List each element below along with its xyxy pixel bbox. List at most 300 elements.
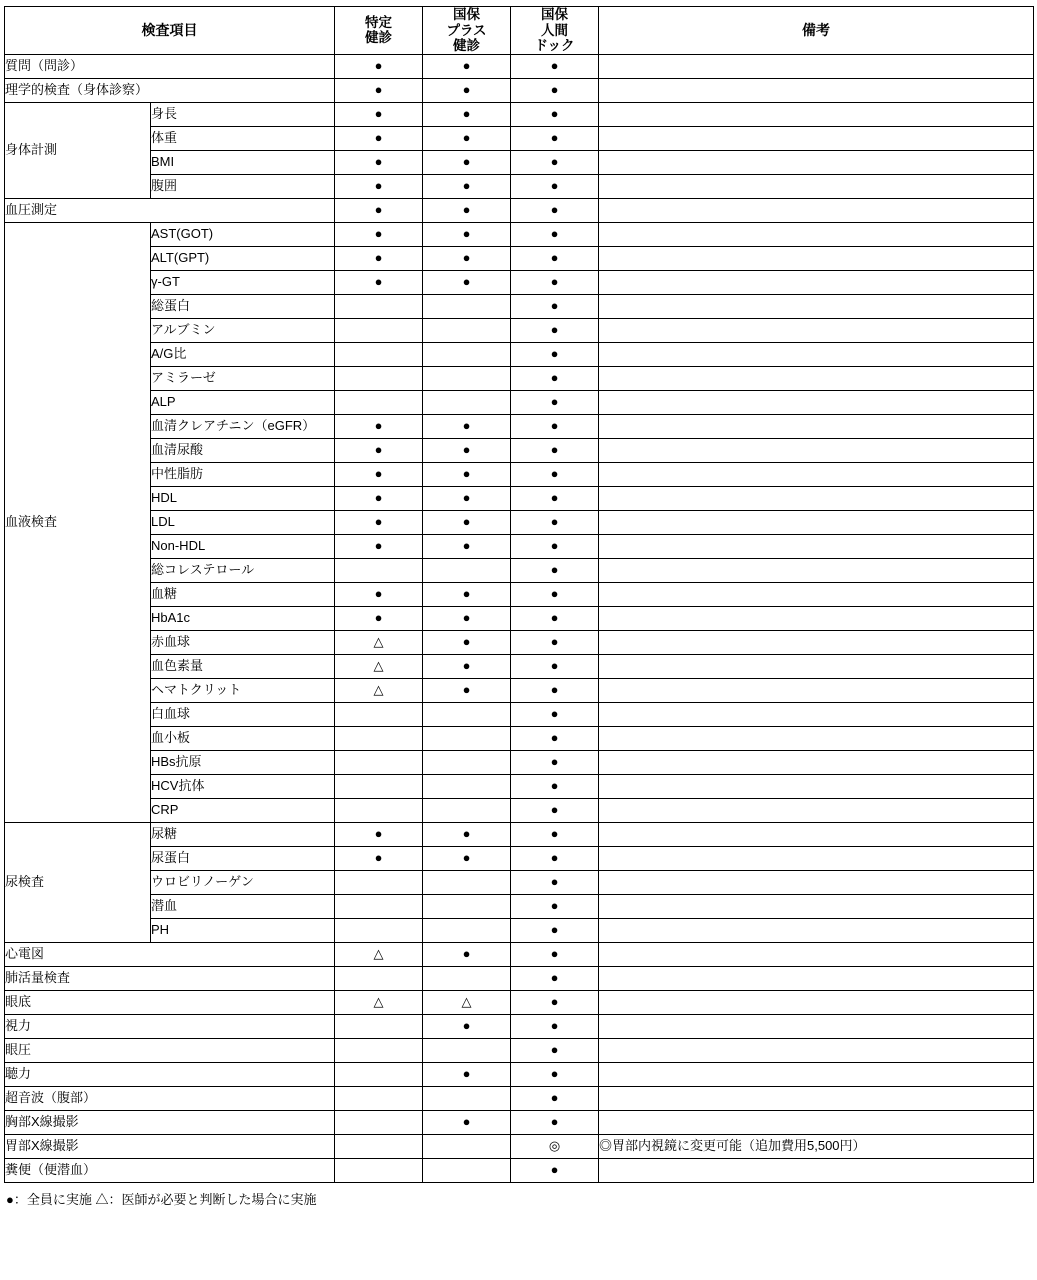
row-mark-plan1: ● <box>335 534 423 558</box>
row-mark-plan2 <box>423 894 511 918</box>
row-mark-plan2 <box>423 318 511 342</box>
row-mark-plan3: ● <box>511 414 599 438</box>
header-plan-tokutei-line2: 健診 <box>365 30 392 46</box>
row-item: HCV抗体 <box>151 774 335 798</box>
row-mark-plan2: ● <box>423 510 511 534</box>
table-row <box>5 1158 1034 1182</box>
row-note <box>599 1158 1034 1182</box>
row-mark-plan3: ● <box>511 486 599 510</box>
row-item: 身長 <box>151 102 335 126</box>
table-row <box>5 294 1034 318</box>
row-mark-plan3: ● <box>511 942 599 966</box>
table-row <box>5 462 1034 486</box>
table-row <box>5 150 1034 174</box>
row-note <box>599 222 1034 246</box>
table-row <box>5 918 1034 942</box>
row-mark-plan3: ● <box>511 702 599 726</box>
row-mark-plan1: ● <box>335 270 423 294</box>
row-note <box>599 990 1034 1014</box>
row-mark-plan1 <box>335 966 423 990</box>
row-mark-plan1: ● <box>335 606 423 630</box>
row-item: アミラーゼ <box>151 366 335 390</box>
header-plan-kokuho-plus-line2: プラス <box>446 22 487 38</box>
row-item: 総コレステロール <box>151 558 335 582</box>
row-mark-plan3: ● <box>511 630 599 654</box>
row-note <box>599 894 1034 918</box>
row-mark-plan1: ● <box>335 126 423 150</box>
row-mark-plan2: △ <box>423 990 511 1014</box>
row-mark-plan3: ● <box>511 390 599 414</box>
row-note <box>599 630 1034 654</box>
row-mark-plan1 <box>335 1014 423 1038</box>
row-mark-plan3: ● <box>511 462 599 486</box>
row-mark-plan3: ● <box>511 150 599 174</box>
row-mark-plan2: ● <box>423 150 511 174</box>
row-category: 胸部X線撮影 <box>5 1110 335 1134</box>
row-mark-plan1 <box>335 342 423 366</box>
table-row <box>5 486 1034 510</box>
row-mark-plan1: △ <box>335 678 423 702</box>
row-mark-plan3: ● <box>511 534 599 558</box>
row-mark-plan2 <box>423 918 511 942</box>
row-mark-plan1: ● <box>335 54 423 78</box>
row-mark-plan2 <box>423 558 511 582</box>
header-plan-tokutei <box>335 7 423 55</box>
table-row <box>5 942 1034 966</box>
row-item: アルブミン <box>151 318 335 342</box>
row-mark-plan1 <box>335 1134 423 1158</box>
row-mark-plan3: ● <box>511 606 599 630</box>
row-category: 胃部X線撮影 <box>5 1134 335 1158</box>
row-note <box>599 942 1034 966</box>
row-note <box>599 1038 1034 1062</box>
header-plan-kokuho-plus <box>423 7 511 55</box>
header-note: 備考 <box>599 7 1034 55</box>
row-note <box>599 1110 1034 1134</box>
row-item: 中性脂肪 <box>151 462 335 486</box>
row-mark-plan3: ● <box>511 822 599 846</box>
row-mark-plan2 <box>423 750 511 774</box>
row-mark-plan1: △ <box>335 942 423 966</box>
row-mark-plan2: ● <box>423 222 511 246</box>
row-mark-plan1 <box>335 774 423 798</box>
row-mark-plan1 <box>335 390 423 414</box>
row-mark-plan3: ● <box>511 774 599 798</box>
row-item: 血清尿酸 <box>151 438 335 462</box>
row-item: AST(GOT) <box>151 222 335 246</box>
row-mark-plan2: ● <box>423 462 511 486</box>
row-item: ALP <box>151 390 335 414</box>
row-mark-plan2: ● <box>423 534 511 558</box>
row-item: PH <box>151 918 335 942</box>
row-item: 潜血 <box>151 894 335 918</box>
row-mark-plan3: ● <box>511 78 599 102</box>
row-mark-plan1 <box>335 798 423 822</box>
row-item: CRP <box>151 798 335 822</box>
row-mark-plan1: ● <box>335 174 423 198</box>
row-mark-plan2 <box>423 390 511 414</box>
row-mark-plan1: ● <box>335 462 423 486</box>
row-category: 糞便（便潜血） <box>5 1158 335 1182</box>
row-note <box>599 678 1034 702</box>
row-mark-plan3: ● <box>511 126 599 150</box>
row-mark-plan2: ● <box>423 414 511 438</box>
row-mark-plan2 <box>423 966 511 990</box>
table-row <box>5 54 1034 78</box>
row-note <box>599 486 1034 510</box>
row-mark-plan3: ● <box>511 966 599 990</box>
header-plan-tokutei-line1: 特定 <box>365 14 392 30</box>
table-row <box>5 630 1034 654</box>
row-mark-plan2 <box>423 366 511 390</box>
row-mark-plan1: ● <box>335 150 423 174</box>
table-row <box>5 894 1034 918</box>
row-mark-plan2 <box>423 1086 511 1110</box>
row-item: HDL <box>151 486 335 510</box>
row-mark-plan2 <box>423 774 511 798</box>
row-mark-plan2: ● <box>423 678 511 702</box>
table-row <box>5 270 1034 294</box>
table-row <box>5 174 1034 198</box>
row-mark-plan2: ● <box>423 126 511 150</box>
header-plan-ningen-dock-line3: ドック <box>534 38 575 54</box>
row-mark-plan1: ● <box>335 102 423 126</box>
row-mark-plan3: ● <box>511 750 599 774</box>
row-category: 肺活量検査 <box>5 966 335 990</box>
row-item: 白血球 <box>151 702 335 726</box>
row-note <box>599 270 1034 294</box>
row-item: 腹囲 <box>151 174 335 198</box>
table-row <box>5 198 1034 222</box>
row-mark-plan2: ● <box>423 582 511 606</box>
table-row <box>5 750 1034 774</box>
row-mark-plan1: ● <box>335 78 423 102</box>
table-row <box>5 870 1034 894</box>
row-category: 超音波（腹部） <box>5 1086 335 1110</box>
row-mark-plan1 <box>335 894 423 918</box>
header-plan-ningen-dock-line2: 人間 <box>541 22 568 38</box>
row-mark-plan2 <box>423 294 511 318</box>
row-item: ウロビリノーゲン <box>151 870 335 894</box>
row-mark-plan3: ● <box>511 1062 599 1086</box>
table-row <box>5 438 1034 462</box>
table-row <box>5 102 1034 126</box>
row-note <box>599 654 1034 678</box>
row-item: BMI <box>151 150 335 174</box>
row-category: 眼圧 <box>5 1038 335 1062</box>
row-mark-plan1 <box>335 702 423 726</box>
row-mark-plan3: ● <box>511 1038 599 1062</box>
header-exam-item: 検査項目 <box>5 7 335 55</box>
table-row <box>5 390 1034 414</box>
row-category: 心電図 <box>5 942 335 966</box>
row-mark-plan1 <box>335 1158 423 1182</box>
row-note <box>599 318 1034 342</box>
row-note <box>599 702 1034 726</box>
table-body <box>5 54 1034 1182</box>
row-item: 尿糖 <box>151 822 335 846</box>
row-mark-plan1: △ <box>335 630 423 654</box>
row-note <box>599 918 1034 942</box>
table-row <box>5 1110 1034 1134</box>
row-mark-plan1: ● <box>335 246 423 270</box>
table-row <box>5 1086 1034 1110</box>
row-mark-plan3: ● <box>511 174 599 198</box>
row-note <box>599 390 1034 414</box>
row-note <box>599 510 1034 534</box>
row-mark-plan3: ● <box>511 990 599 1014</box>
row-mark-plan2 <box>423 702 511 726</box>
row-note <box>599 150 1034 174</box>
row-mark-plan2: ● <box>423 54 511 78</box>
row-note <box>599 534 1034 558</box>
row-mark-plan2: ● <box>423 630 511 654</box>
row-mark-plan3: ● <box>511 246 599 270</box>
row-mark-plan1: ● <box>335 198 423 222</box>
row-item: A/G比 <box>151 342 335 366</box>
row-note <box>599 246 1034 270</box>
row-note <box>599 606 1034 630</box>
row-note <box>599 198 1034 222</box>
row-note <box>599 438 1034 462</box>
row-mark-plan2: ● <box>423 438 511 462</box>
row-item: 血小板 <box>151 726 335 750</box>
row-mark-plan1 <box>335 366 423 390</box>
table-row <box>5 654 1034 678</box>
header-plan-ningen-dock-line1: 国保 <box>541 7 568 22</box>
row-mark-plan1 <box>335 1086 423 1110</box>
row-item: 尿蛋白 <box>151 846 335 870</box>
row-mark-plan1 <box>335 318 423 342</box>
row-note <box>599 798 1034 822</box>
table-row <box>5 966 1034 990</box>
row-mark-plan2: ● <box>423 102 511 126</box>
row-mark-plan1: ● <box>335 822 423 846</box>
table-row <box>5 246 1034 270</box>
row-mark-plan3: ● <box>511 102 599 126</box>
row-mark-plan1: ● <box>335 582 423 606</box>
row-mark-plan1: △ <box>335 990 423 1014</box>
table-row <box>5 726 1034 750</box>
row-mark-plan2: ● <box>423 246 511 270</box>
row-mark-plan2: ● <box>423 822 511 846</box>
legend-text: ●：全員に実施 △：医師が必要と判断した場合に実施 <box>6 1191 317 1207</box>
table-row <box>5 798 1034 822</box>
row-mark-plan1: ● <box>335 414 423 438</box>
table-row <box>5 126 1034 150</box>
row-mark-plan1 <box>335 1038 423 1062</box>
row-mark-plan2: ● <box>423 486 511 510</box>
row-mark-plan2: ● <box>423 270 511 294</box>
row-note <box>599 774 1034 798</box>
row-mark-plan3: ● <box>511 678 599 702</box>
row-note <box>599 78 1034 102</box>
row-note: ◎胃部内視鏡に変更可能（追加費用5,500円） <box>599 1134 1034 1158</box>
row-item: HbA1c <box>151 606 335 630</box>
row-mark-plan3: ● <box>511 510 599 534</box>
row-mark-plan2 <box>423 726 511 750</box>
table-row <box>5 1062 1034 1086</box>
row-item: 血清クレアチニン（eGFR） <box>151 414 335 438</box>
row-mark-plan3: ● <box>511 582 599 606</box>
row-mark-plan3: ● <box>511 318 599 342</box>
row-item: HBs抗原 <box>151 750 335 774</box>
table-row <box>5 366 1034 390</box>
row-mark-plan3: ● <box>511 1014 599 1038</box>
row-mark-plan2 <box>423 798 511 822</box>
row-mark-plan2: ● <box>423 174 511 198</box>
table-row <box>5 1038 1034 1062</box>
row-mark-plan1: ● <box>335 486 423 510</box>
row-note <box>599 462 1034 486</box>
row-note <box>599 870 1034 894</box>
row-mark-plan3: ● <box>511 894 599 918</box>
row-category: 視力 <box>5 1014 335 1038</box>
row-note <box>599 1062 1034 1086</box>
row-mark-plan1 <box>335 750 423 774</box>
header-row <box>5 7 1034 55</box>
row-mark-plan3: ● <box>511 294 599 318</box>
row-mark-plan3: ● <box>511 1110 599 1134</box>
row-mark-plan1 <box>335 558 423 582</box>
table-row <box>5 774 1034 798</box>
table-row <box>5 678 1034 702</box>
row-note <box>599 294 1034 318</box>
row-note <box>599 726 1034 750</box>
row-mark-plan2: ● <box>423 1014 511 1038</box>
header-plan-kokuho-plus-line1: 国保 <box>453 7 480 22</box>
row-mark-plan3: ● <box>511 198 599 222</box>
row-mark-plan3: ● <box>511 1086 599 1110</box>
row-item: 総蛋白 <box>151 294 335 318</box>
row-mark-plan1: △ <box>335 654 423 678</box>
row-mark-plan2: ● <box>423 1110 511 1134</box>
row-mark-plan2: ● <box>423 1062 511 1086</box>
row-mark-plan3: ● <box>511 558 599 582</box>
row-note <box>599 966 1034 990</box>
row-note <box>599 174 1034 198</box>
row-mark-plan1 <box>335 870 423 894</box>
exam-items-table <box>4 6 1034 1183</box>
row-note <box>599 414 1034 438</box>
row-item: LDL <box>151 510 335 534</box>
row-mark-plan3: ● <box>511 918 599 942</box>
row-mark-plan1: ● <box>335 222 423 246</box>
row-note <box>599 1014 1034 1038</box>
row-note <box>599 54 1034 78</box>
row-mark-plan2: ● <box>423 942 511 966</box>
row-note <box>599 1086 1034 1110</box>
row-category: 血液検査 <box>5 222 151 822</box>
row-mark-plan2: ● <box>423 606 511 630</box>
table-head <box>5 7 1034 55</box>
row-mark-plan2 <box>423 1038 511 1062</box>
row-mark-plan2 <box>423 870 511 894</box>
row-mark-plan2 <box>423 1134 511 1158</box>
row-item: 血色素量 <box>151 654 335 678</box>
row-note <box>599 342 1034 366</box>
row-mark-plan1 <box>335 726 423 750</box>
row-category: 質問（問診） <box>5 54 335 78</box>
row-mark-plan3: ● <box>511 270 599 294</box>
table-row <box>5 414 1034 438</box>
table-row <box>5 1014 1034 1038</box>
row-note <box>599 846 1034 870</box>
row-mark-plan3: ● <box>511 654 599 678</box>
row-item: ALT(GPT) <box>151 246 335 270</box>
row-mark-plan3: ● <box>511 438 599 462</box>
row-category: 聴力 <box>5 1062 335 1086</box>
table-row <box>5 1134 1034 1158</box>
row-mark-plan1: ● <box>335 438 423 462</box>
row-item: ヘマトクリット <box>151 678 335 702</box>
row-category: 理学的検査（身体診察） <box>5 78 335 102</box>
row-mark-plan3: ● <box>511 1158 599 1182</box>
row-item: 血糖 <box>151 582 335 606</box>
row-mark-plan1 <box>335 918 423 942</box>
row-mark-plan2: ● <box>423 654 511 678</box>
row-category: 尿検査 <box>5 822 151 942</box>
row-note <box>599 126 1034 150</box>
row-category: 身体計測 <box>5 102 151 198</box>
header-plan-kokuho-plus-line3: 健診 <box>453 38 480 54</box>
row-item: 体重 <box>151 126 335 150</box>
row-mark-plan1: ● <box>335 846 423 870</box>
row-mark-plan2: ● <box>423 78 511 102</box>
row-mark-plan2 <box>423 1158 511 1182</box>
table-row <box>5 318 1034 342</box>
table-row <box>5 222 1034 246</box>
row-mark-plan3: ● <box>511 366 599 390</box>
row-mark-plan1 <box>335 294 423 318</box>
table-row <box>5 822 1034 846</box>
row-mark-plan3: ● <box>511 846 599 870</box>
table-row <box>5 558 1034 582</box>
row-mark-plan1: ● <box>335 510 423 534</box>
row-mark-plan1 <box>335 1062 423 1086</box>
row-mark-plan3: ● <box>511 342 599 366</box>
header-plan-ningen-dock <box>511 7 599 55</box>
table-row <box>5 534 1034 558</box>
row-mark-plan3: ● <box>511 798 599 822</box>
table-row <box>5 702 1034 726</box>
row-note <box>599 558 1034 582</box>
table-row <box>5 846 1034 870</box>
row-mark-plan3: ● <box>511 222 599 246</box>
row-mark-plan3: ● <box>511 726 599 750</box>
table-row <box>5 582 1034 606</box>
row-category: 眼底 <box>5 990 335 1014</box>
row-note <box>599 366 1034 390</box>
row-item: Non-HDL <box>151 534 335 558</box>
row-mark-plan2: ● <box>423 198 511 222</box>
row-item: γ-GT <box>151 270 335 294</box>
row-note <box>599 822 1034 846</box>
table-row <box>5 990 1034 1014</box>
row-mark-plan3: ◎ <box>511 1134 599 1158</box>
row-mark-plan2 <box>423 342 511 366</box>
row-mark-plan3: ● <box>511 870 599 894</box>
row-mark-plan3: ● <box>511 54 599 78</box>
table-row <box>5 510 1034 534</box>
row-mark-plan1 <box>335 1110 423 1134</box>
table-row <box>5 342 1034 366</box>
row-category: 血圧測定 <box>5 198 335 222</box>
row-note <box>599 582 1034 606</box>
row-note <box>599 102 1034 126</box>
table-row <box>5 78 1034 102</box>
row-mark-plan2: ● <box>423 846 511 870</box>
